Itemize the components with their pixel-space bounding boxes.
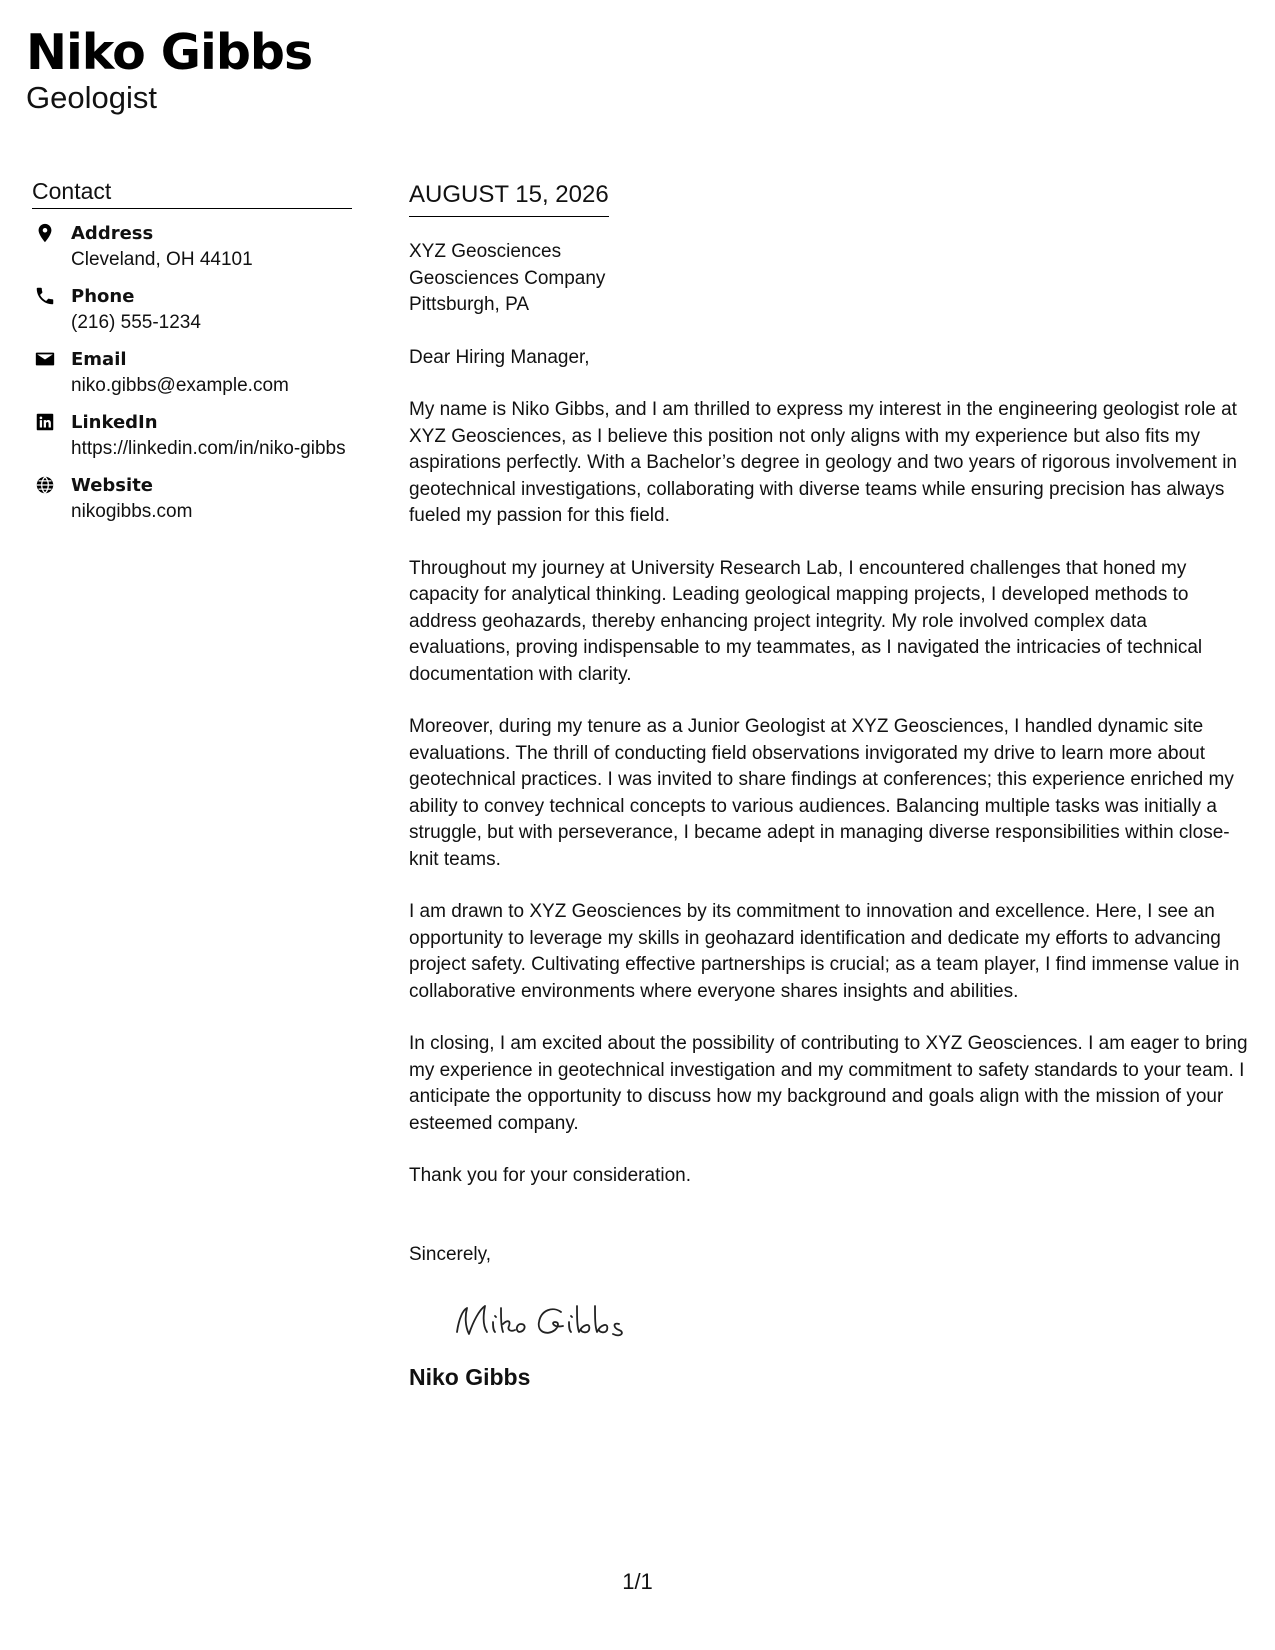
recipient-address <box>409 239 1249 319</box>
contact-item-address <box>32 221 352 272</box>
phone-icon <box>34 285 56 307</box>
contact-sidebar <box>32 176 352 524</box>
signature-graphic <box>449 1296 649 1346</box>
applicant-role: Geologist <box>26 80 157 115</box>
contact-value: Cleveland, OH 44101 <box>71 249 253 270</box>
contact-item-phone <box>32 284 352 335</box>
cover-letter-body <box>409 180 1249 1392</box>
handwritten-signature <box>449 1296 649 1346</box>
signoff: Sincerely, <box>409 1243 492 1265</box>
recipient-line: Geosciences Company <box>409 267 606 289</box>
contact-value: nikogibbs.com <box>71 501 193 522</box>
envelope-icon <box>34 348 56 370</box>
closing-thanks: Thank you for your consideration. <box>409 1165 691 1186</box>
globe-icon <box>34 474 56 496</box>
contact-label: Phone <box>71 286 135 307</box>
resume-header <box>26 24 312 116</box>
contact-label: Website <box>71 475 154 496</box>
letter-paragraph: Moreover, during my tenure as a Junior Geologist at XYZ Geosciences, I handled dynamic site evaluations. The thrill of conducting field observations invigorated my drive to learn more about geotechnical practices. I was invited to share findings at conferences; this experience enriched my ability to convey technical concepts to various audiences. Balancing multiple tasks was initially a struggle, but with perseverance, I became adept in managing diverse responsibilities within close-knit teams. <box>409 716 1234 870</box>
contact-item-email <box>32 347 352 398</box>
contact-label: Address <box>71 223 154 244</box>
contact-item-linkedin <box>32 410 352 461</box>
contact-label: Email <box>71 349 127 370</box>
salutation: Dear Hiring Manager, <box>409 346 590 368</box>
contact-value: (216) 555-1234 <box>71 312 201 333</box>
contact-value: niko.gibbs@example.com <box>71 375 289 396</box>
contact-heading: Contact <box>32 176 352 209</box>
signed-name: Niko Gibbs <box>409 1364 531 1390</box>
applicant-name: Niko Gibbs <box>26 24 313 81</box>
letter-paragraph: I am drawn to XYZ Geosciences by its commitment to innovation and excellence. Here, I see an opportunity to leverage my skills in geohazard identification and dedicate my efforts to advancing project safety. Cultivating effective partnerships is crucial; as a team player, I find immense value in collaborative environments where everyone shares insights and abilities. <box>409 901 1240 1002</box>
page-number: 1/1 <box>622 1569 653 1594</box>
contact-value: https://linkedin.com/in/niko-gibbs <box>71 438 346 459</box>
linkedin-icon <box>34 411 56 433</box>
recipient-line: Pittsburgh, PA <box>409 294 530 315</box>
contact-item-website <box>32 473 352 524</box>
letter-paragraph: In closing, I am excited about the possibility of contributing to XYZ Geosciences. I am eager to bring my experience in geotechnical investigation and my commitment to safety standards to your team. I anticipate the opportunity to discuss how my background and goals align with the mission of your esteemed company. <box>409 1033 1248 1134</box>
letter-paragraph: My name is Niko Gibbs, and I am thrilled to express my interest in the engineering geologist role at XYZ Geosciences, as I believe this position not only aligns with my experience but also fits my aspirations perfectly. With a Bachelor’s degree in geology and two years of rigorous involvement in geotechnical investigations, collaborating with diverse teams while ensuring precision has always fueled my passion for this field. <box>409 399 1237 526</box>
recipient-line: XYZ Geosciences <box>409 241 562 262</box>
letter-paragraph: Throughout my journey at University Research Lab, I encountered challenges that honed my capacity for analytical thinking. Leading geological mapping projects, I developed methods to address geohazards, thereby enhancing project integrity. My role involved complex data evaluations, proving indispensable to my teammates, as I navigated the intricacies of technical documentation with clarity. <box>409 557 1203 685</box>
letter-date: AUGUST 15, 2026 <box>409 180 609 217</box>
location-pin-icon <box>34 222 56 244</box>
contact-label: LinkedIn <box>71 412 158 433</box>
